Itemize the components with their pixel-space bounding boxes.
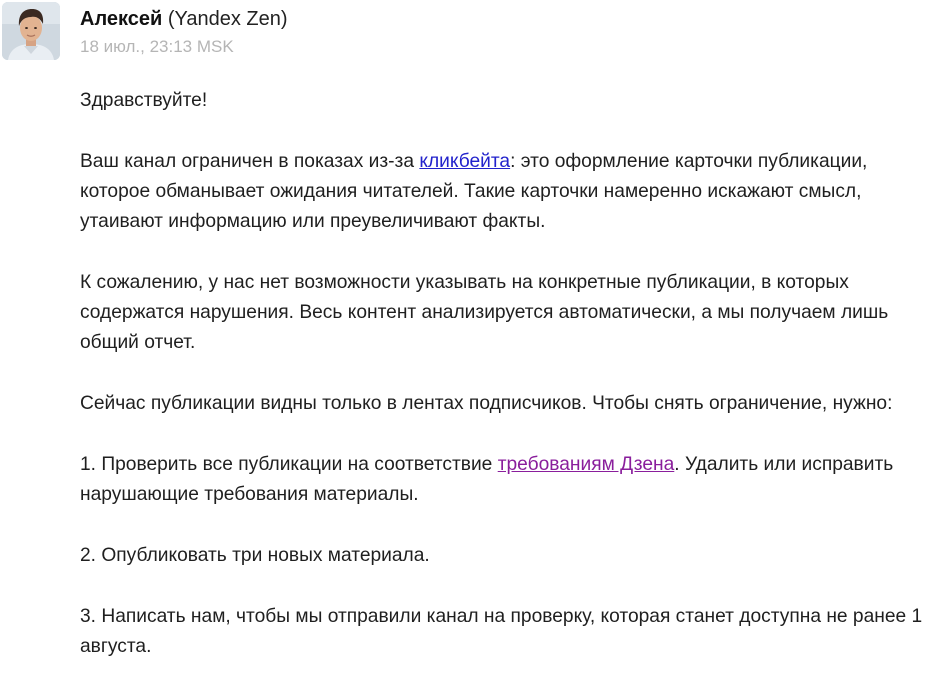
zen-requirements-link[interactable]: требованиям Дзена xyxy=(497,454,675,475)
sender-avatar[interactable] xyxy=(2,2,60,60)
sender-service: (Yandex Zen) xyxy=(167,8,288,30)
paragraph-clickbait-text-2: : это оформление карточки публикации, которое обманывает ожидания читателей. Такие карточки намеренно искажают смысл, утаивают информацию или преувеличивают факты. xyxy=(80,151,868,232)
paragraph-restriction: Сейчас публикации видны только в лентах подписчиков. Чтобы снять ограничение, нужно: xyxy=(80,393,893,414)
paragraph-clickbait xyxy=(80,147,925,237)
clickbait-link[interactable]: кликбейта xyxy=(419,151,511,172)
paragraph-no-specifics: К сожалению, у нас нет возможности указывать на конкретные публикации, в которых содержатся нарушения. Весь контент анализируется автоматически, а мы получаем лишь общий отчет. xyxy=(80,272,889,353)
paragraph-clickbait-text-1: Ваш канал ограничен в показах из-за xyxy=(80,151,420,172)
step-1-text-2: . Удалить или исправить нарушающие требования материалы. xyxy=(80,454,894,505)
sender-line xyxy=(80,6,288,32)
step-1-text-1: 1. Проверить все публикации на соответствие xyxy=(80,454,498,475)
sender-name[interactable]: Алексей xyxy=(80,8,163,30)
message-body xyxy=(80,86,925,662)
step-2: 2. Опубликовать три новых материала. xyxy=(80,545,430,566)
step-1 xyxy=(80,450,925,510)
step-3: 3. Написать нам, чтобы мы отправили канал на проверку, которая станет доступна не ранее 1 августа. xyxy=(80,606,923,657)
message-timestamp: 18 июл., 23:13 MSK xyxy=(80,37,234,56)
greeting: Здравствуйте! xyxy=(80,90,208,111)
message-header xyxy=(80,6,288,58)
